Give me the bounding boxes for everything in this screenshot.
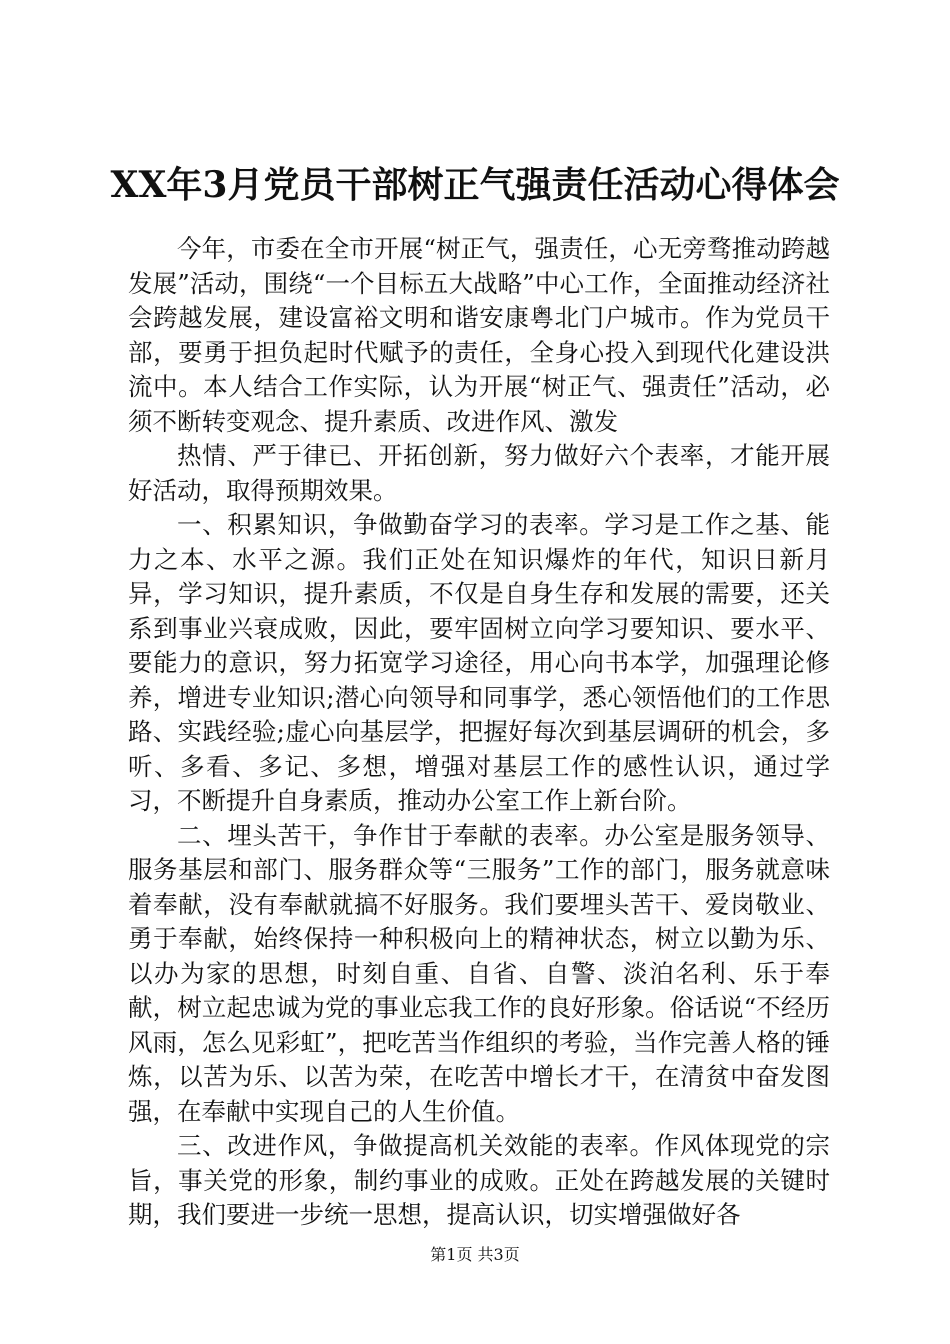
paragraph-section-3: 三、改进作风，争做提高机关效能的表率。作风体现党的宗旨，事关党的形象，制约事业的成败。正处在跨越发展的关键时期，我们要进一步统一思想，提高认识，切实增强做好各 xyxy=(128,1131,830,1229)
page-footer: 第1页 共3页 xyxy=(430,1245,520,1264)
paragraph-intro-continued: 热情、严于律已、开拓创新，努力做好六个表率，才能开展好活动，取得预期效果。 xyxy=(128,441,830,505)
paragraph-intro: 今年，市委在全市开展“树正气，强责任，心无旁骛推动跨越发展”活动，围绕“一个目标五大战略”中心工作，全面推动经济社会跨越发展，建设富裕文明和谐安康粤北门户城市。作为党员干部，要勇于担负起时代赋予的责任，全身心投入到现代化建设洪流中。本人结合工作实际，认为开展“树正气、强责任”活动，必须不断转变观念、提升素质、改进作风、激发 xyxy=(128,234,830,436)
document-body xyxy=(128,232,830,1233)
document-title: XX年3月党员干部树正气强责任活动心得体会 xyxy=(110,164,840,206)
paragraph-section-2: 二、埋头苦干，争作甘于奉献的表率。办公室是服务领导、服务基层和部门、服务群众等“三服务”工作的部门，服务就意味着奉献，没有奉献就搞不好服务。我们要埋头苦干、爱岗敬业、勇于奉献，始终保持一种积极向上的精神状态，树立以勤为乐、以办为家的思想，时刻自重、自省、自警、淡泊名利、乐于奉献，树立起忠诚为党的事业忘我工作的良好形象。俗话说“不经历风雨，怎么见彩虹”，把吃苦当作组织的考验，当作完善人格的锤炼，以苦为乐、以苦为荣，在吃苦中增长才干，在清贫中奋发图强，在奉献中实现自己的人生价值。 xyxy=(128,820,830,1126)
paragraph-section-1: 一、积累知识，争做勤奋学习的表率。学习是工作之基、能力之本、水平之源。我们正处在知识爆炸的年代，知识日新月异，学习知识，提升素质，不仅是自身生存和发展的需要，还关系到事业兴衰成败，因此，要牢固树立向学习要知识、要水平、要能力的意识，努力拓宽学习途径，用心向书本学，加强理论修养，增进专业知识;潜心向领导和同事学，悉心领悟他们的工作思路、实践经验;虚心向基层学，把握好每次到基层调研的机会，多听、多看、多记、多想，增强对基层工作的感性认识，通过学习，不断提升自身素质，推动办公室工作上新台阶。 xyxy=(128,510,830,815)
